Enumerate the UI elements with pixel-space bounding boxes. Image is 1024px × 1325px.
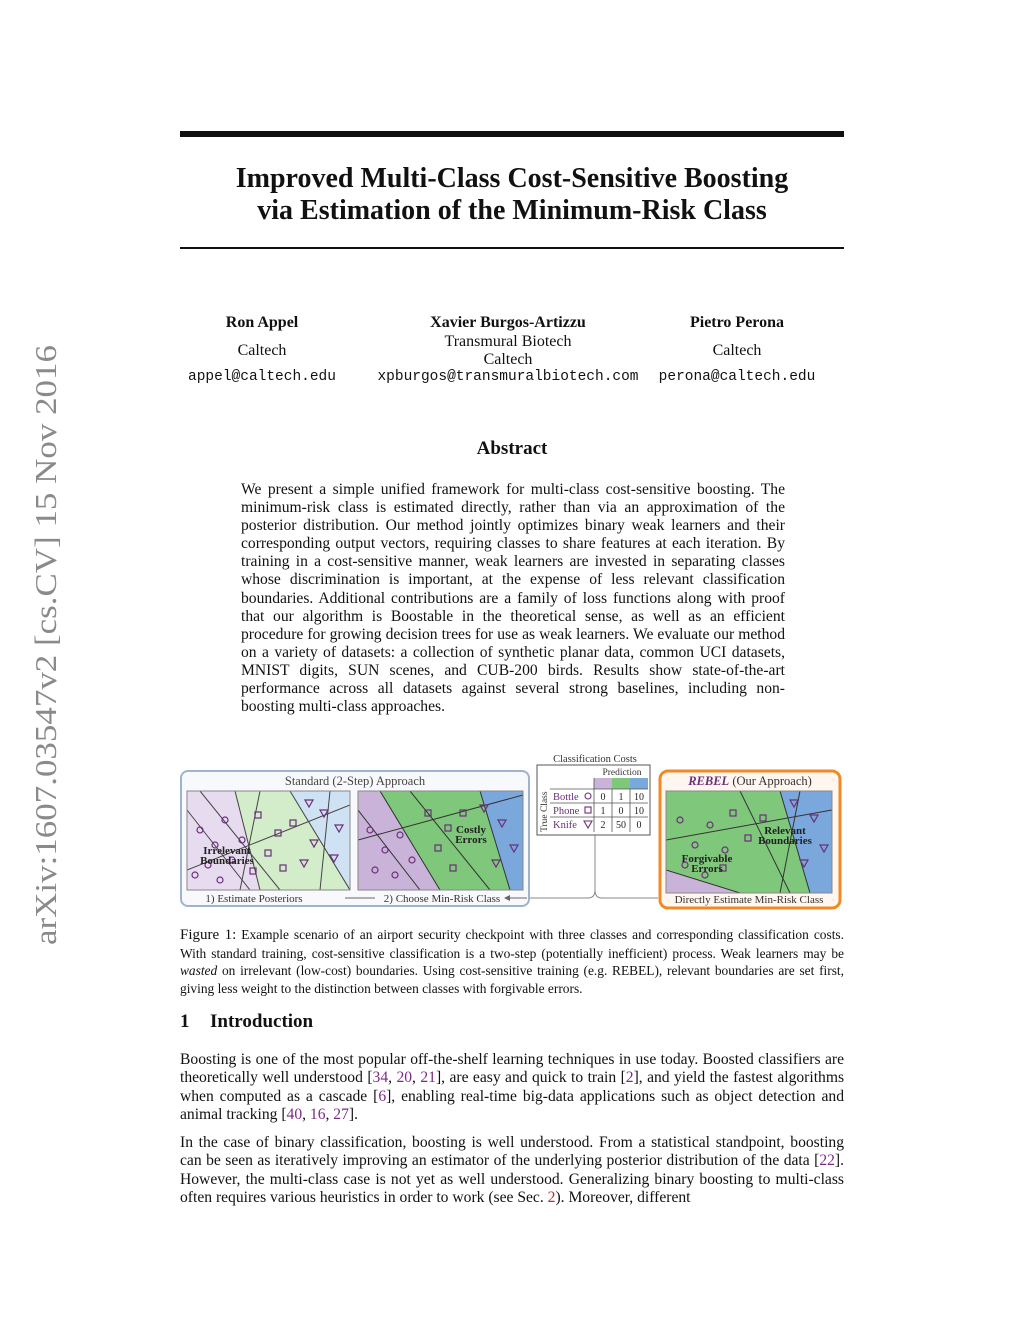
connector-lines xyxy=(530,835,658,898)
class-phone: Phone xyxy=(553,806,580,817)
relevant-label-line1: Relevant xyxy=(764,825,806,837)
abstract-heading: Abstract xyxy=(476,438,548,459)
author-name: Xavier Burgos-Artizzu xyxy=(430,314,586,331)
caption-emphasis: wasted xyxy=(180,963,218,979)
citation-link[interactable]: 22 xyxy=(819,1152,835,1170)
irrelevant-label-line2: Boundaries xyxy=(200,855,254,867)
para-text: In the case of binary classification, boosting is well understood. From a statistical standpoint, boosting can be seen as iteratively improving an estimator of the underlying posterior distribution of the data [ xyxy=(180,1134,844,1170)
costly-label-line1: Costly xyxy=(456,824,486,836)
true-class-label: True Class xyxy=(540,791,550,832)
rebel-title xyxy=(687,774,812,788)
author-name: Pietro Perona xyxy=(689,314,785,331)
para-text: ], enabling real-time big-data applications such as object detection and animal tracking [ xyxy=(180,1087,844,1124)
min-risk-plot xyxy=(358,791,523,890)
class-bottle: Bottle xyxy=(553,792,579,803)
author-affiliation: Caltech xyxy=(483,351,533,368)
author-email: xpburgos@transmuralbiotech.com xyxy=(377,369,639,385)
section-heading xyxy=(180,1011,313,1033)
rebel-title-em: REBEL xyxy=(688,774,730,788)
figure-1 xyxy=(180,750,844,912)
figure-1-diagram xyxy=(180,750,844,912)
author-email: appel@caltech.edu xyxy=(188,369,336,385)
title-line-1: Improved Multi-Class Cost-Sensitive Boosting xyxy=(235,163,789,194)
arxiv-side-stamp xyxy=(2,340,82,950)
cost-cell: 10 xyxy=(634,806,644,817)
citation-link[interactable]: 20 xyxy=(396,1069,413,1087)
author-3 xyxy=(587,313,887,385)
author-block xyxy=(180,313,844,393)
intro-paragraph-1: Boosting is one of the most popular off-the-shelf learning techniques in use today. Boosted classifiers are theoretically well understood [34, 20, 21], are easy and quick to train [2], and yield the fastest algorithms when computed as a cascade [6], enabling real-time big-data applications such as object detection and animal tracking [40, 16, 27]. xyxy=(180,1051,845,1124)
posterior-plot xyxy=(187,791,350,890)
para-text: ]. xyxy=(348,1106,358,1124)
direct-estimate-label: Directly Estimate Min-Risk Class xyxy=(674,894,824,906)
figure-1-caption xyxy=(180,926,844,997)
citation-link[interactable]: 21 xyxy=(420,1069,436,1087)
author-name: Ron Appel xyxy=(225,314,299,331)
abstract-text: We present a simple unified framework for multi-class cost-sensitive boosting. The minimum-risk class is estimated directly, rather than via an approximation of the posterior distribution. Our method jointly optimizes binary weak learners and their corresponding output vectors, requiring classes to share features at each iteration. By training in a cost-sensitive manner, weak learners are invested in separating classes whose discrimination is important, at the expense of less relevant classification boundaries. Additional contributions are a family of loss functions along with proof that our algorithm is Boostable in the theoretical sense, as well as an efficient procedure for growing decision trees for use as weak learners. We evaluate our method on a variety of datasets: a collection of synthetic planar data, common UCI datasets, MNIST digits, SUN scenes, and CUB-200 birds. Results show state-of-the-art performance across all datasets against several strong baselines, including non-boosting multi-class approaches. xyxy=(241,481,785,716)
citation-link[interactable]: 16 xyxy=(309,1106,326,1124)
costs-title: Classification Costs xyxy=(553,754,637,765)
author-affiliation: Caltech xyxy=(237,342,287,359)
caption-text-part2: on irrelevant (low-cost) boundaries. Using cost-sensitive training (e.g. REBEL), relevant boundaries are set first, giving less weight to the distinction between classes with forgivable errors. xyxy=(180,963,844,996)
para-text: ], are easy and quick to train [ xyxy=(435,1069,626,1087)
irrelevant-label-line1: Irrelevant xyxy=(203,845,251,857)
cost-cell: 1 xyxy=(618,792,624,803)
title-rule-top xyxy=(180,131,844,137)
title-rule-bottom xyxy=(180,247,844,249)
standard-approach-title: Standard (2-Step) Approach xyxy=(284,774,426,788)
cost-cell: 50 xyxy=(616,820,626,831)
para-text: ]. However, the multi-class case is not yet as well understood. Generalizing binary boosting to multi-class often requires various heuristics in order to work (see Sec. xyxy=(180,1152,844,1207)
relevant-label-line2: Boundaries xyxy=(758,835,812,847)
intro-paragraph-2 xyxy=(180,1134,844,1208)
citation-link[interactable]: 2 xyxy=(625,1069,634,1087)
para-text: ). Moreover, different xyxy=(555,1189,691,1207)
citation-link[interactable]: 34 xyxy=(372,1069,389,1087)
rebel-title-rest: (Our Approach) xyxy=(729,774,812,788)
para-text: Boosting is one of the most popular off-the-shelf learning techniques in use today. Boosted classifiers are theoretically well understood [ xyxy=(180,1051,844,1087)
step2-label: 2) Choose Min-Risk Class xyxy=(383,893,501,905)
cost-cell: 10 xyxy=(634,792,644,803)
forgivable-label-line2: Errors xyxy=(691,863,723,875)
citation-link[interactable]: 27 xyxy=(333,1106,349,1124)
cost-cell: 0 xyxy=(600,792,606,803)
section-number: 1 xyxy=(180,1011,190,1032)
cost-cell: 0 xyxy=(618,806,624,817)
author-affiliation: Transmural Biotech xyxy=(444,333,572,350)
arxiv-identifier: arXiv:1607.03547v2 [cs.CV] 15 Nov 2016 xyxy=(28,412,63,945)
prediction-label: Prediction xyxy=(602,768,642,778)
section-title: Introduction xyxy=(210,1011,314,1032)
costly-label-line2: Errors xyxy=(455,834,487,846)
citation-link[interactable]: 40 xyxy=(286,1106,303,1124)
caption-label: Figure 1: xyxy=(180,927,237,943)
author-affiliation: Caltech xyxy=(712,342,762,359)
cost-cell: 2 xyxy=(600,820,606,831)
class-knife: Knife xyxy=(553,820,577,831)
step1-label: 1) Estimate Posteriors xyxy=(205,893,303,905)
citation-link[interactable]: 6 xyxy=(378,1087,387,1105)
cost-cell: 0 xyxy=(636,820,642,831)
section-ref-link[interactable]: 2 xyxy=(547,1189,556,1207)
paper-title xyxy=(180,163,844,227)
cost-cell: 1 xyxy=(600,806,606,817)
title-line-2: via Estimation of the Minimum-Risk Class xyxy=(257,195,767,226)
para-text: ], and yield the fastest algorithms when computed as a cascade [ xyxy=(180,1069,845,1105)
caption-text-part1: Example scenario of an airport security checkpoint with three classes and corresponding classification costs. With standard training, cost-sensitive classification is a two-step (potentially inefficient) process. Weak learners may be xyxy=(180,927,844,961)
author-email: perona@caltech.edu xyxy=(658,369,816,385)
forgivable-label-line1: Forgivable xyxy=(681,853,733,865)
